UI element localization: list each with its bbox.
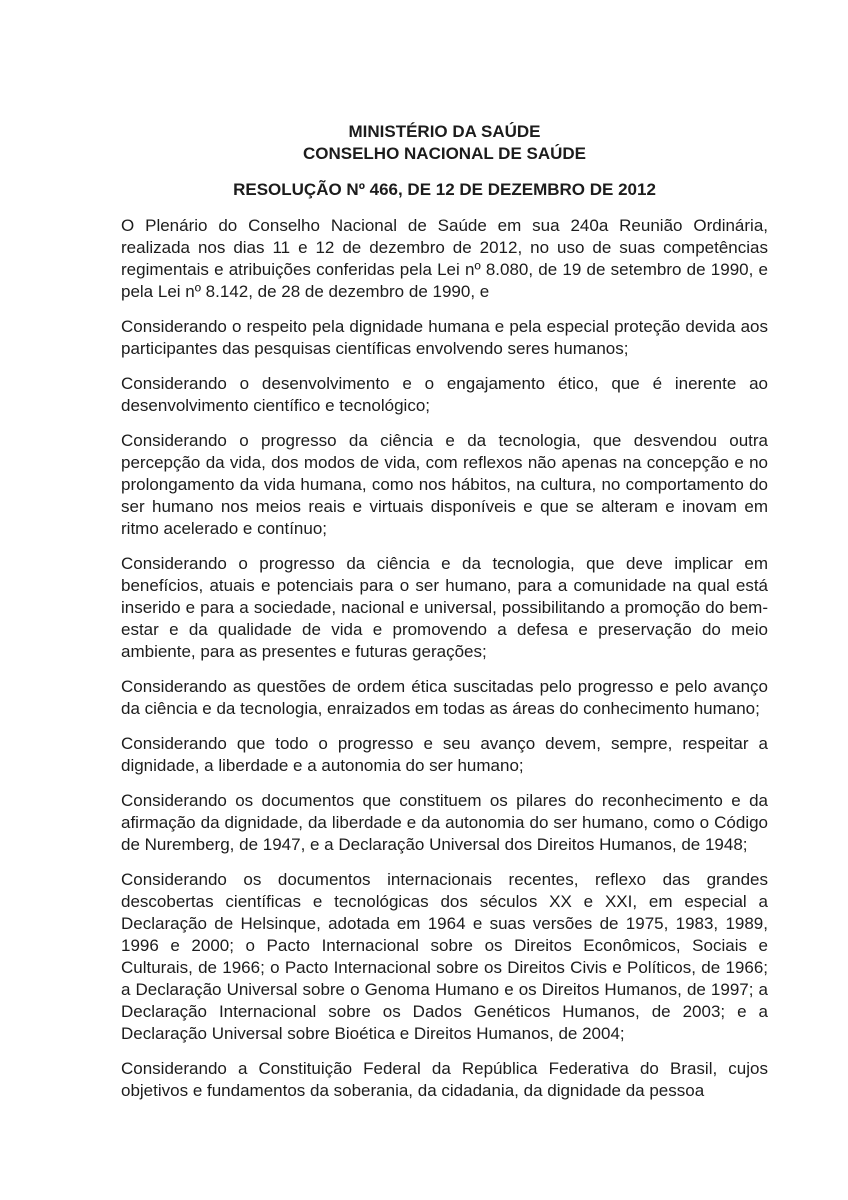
- paragraph-considerando-4: Considerando o progresso da ciência e da tecnologia, que deve implicar em benefícios, atuais e potenciais para o ser humano, para a comunidade na qual está inserido e para a sociedade, nacional e universal, possibilitando a promoção do bem-estar e da qualidade de vida e promovendo a defesa e preservação do meio ambiente, para as presentes e futuras gerações;: [121, 554, 768, 661]
- paragraph-considerando-3: Considerando o progresso da ciência e da tecnologia, que desvendou outra percepção da vida, dos modos de vida, com reflexos não apenas na concepção e no prolongamento da vida humana, como nos hábitos, na cultura, no comportamento do ser humano nos meios reais e virtuais disponíveis e que se alteram e inovam em ritmo acelerado e contínuo;: [121, 431, 768, 538]
- paragraph-considerando-2: Considerando o desenvolvimento e o engajamento ético, que é inerente ao desenvolvimento científico e tecnológico;: [121, 374, 768, 415]
- council-name: CONSELHO NACIONAL DE SAÚDE: [302, 144, 587, 163]
- resolution-title: RESOLUÇÃO Nº 466, DE 12 DE DEZEMBRO DE 2012: [233, 180, 656, 199]
- paragraph-considerando-7: Considerando os documentos que constituem os pilares do reconhecimento e da afirmação da dignidade, da liberdade e da autonomia do ser humano, como o Código de Nuremberg, de 1947, e a Declaração Universal dos Direitos Humanos, de 1948;: [121, 791, 768, 854]
- paragraph-considerando-9: Considerando a Constituição Federal da República Federativa do Brasil, cujos objetivos e fundamentos da soberania, da cidadania, da dignidade da pessoa: [121, 1059, 768, 1100]
- paragraph-considerando-5: Considerando as questões de ordem ética suscitadas pelo progresso e pelo avanço da ciência e da tecnologia, enraizados em todas as áreas do conhecimento humano;: [121, 677, 768, 718]
- paragraph-considerando-8: Considerando os documentos internacionais recentes, reflexo das grandes descobertas científicas e tecnológicas dos séculos XX e XXI, em especial a Declaração de Helsinque, adotada em 1964 e suas versões de 1975, 1983, 1989, 1996 e 2000; o Pacto Internacional sobre os Direitos Econômicos, Sociais e Culturais, de 1966; o Pacto Internacional sobre os Direitos Civis e Políticos, de 1966; a Declaração Universal sobre o Genoma Humano e os Direitos Humanos, de 1997; a Declaração Internacional sobre os Dados Genéticos Humanos, de 2003; e a Declaração Universal sobre Bioética e Direitos Humanos, de 2004;: [121, 870, 768, 1043]
- ministry-name: MINISTÉRIO DA SAÚDE: [348, 122, 541, 141]
- document-header: [121, 121, 768, 165]
- paragraph-preamble: O Plenário do Conselho Nacional de Saúde em sua 240a Reunião Ordinária, realizada nos dias 11 e 12 de dezembro de 2012, no uso de suas competências regimentais e atribuições conferidas pela Lei nº 8.080, de 19 de setembro de 1990, e pela Lei nº 8.142, de 28 de dezembro de 1990, e: [121, 216, 768, 301]
- paragraph-considerando-1: Considerando o respeito pela dignidade humana e pela especial proteção devida aos participantes das pesquisas científicas envolvendo seres humanos;: [121, 317, 768, 358]
- paragraph-considerando-6: Considerando que todo o progresso e seu avanço devem, sempre, respeitar a dignidade, a liberdade e a autonomia do ser humano;: [121, 734, 768, 775]
- document-body: [121, 215, 768, 1102]
